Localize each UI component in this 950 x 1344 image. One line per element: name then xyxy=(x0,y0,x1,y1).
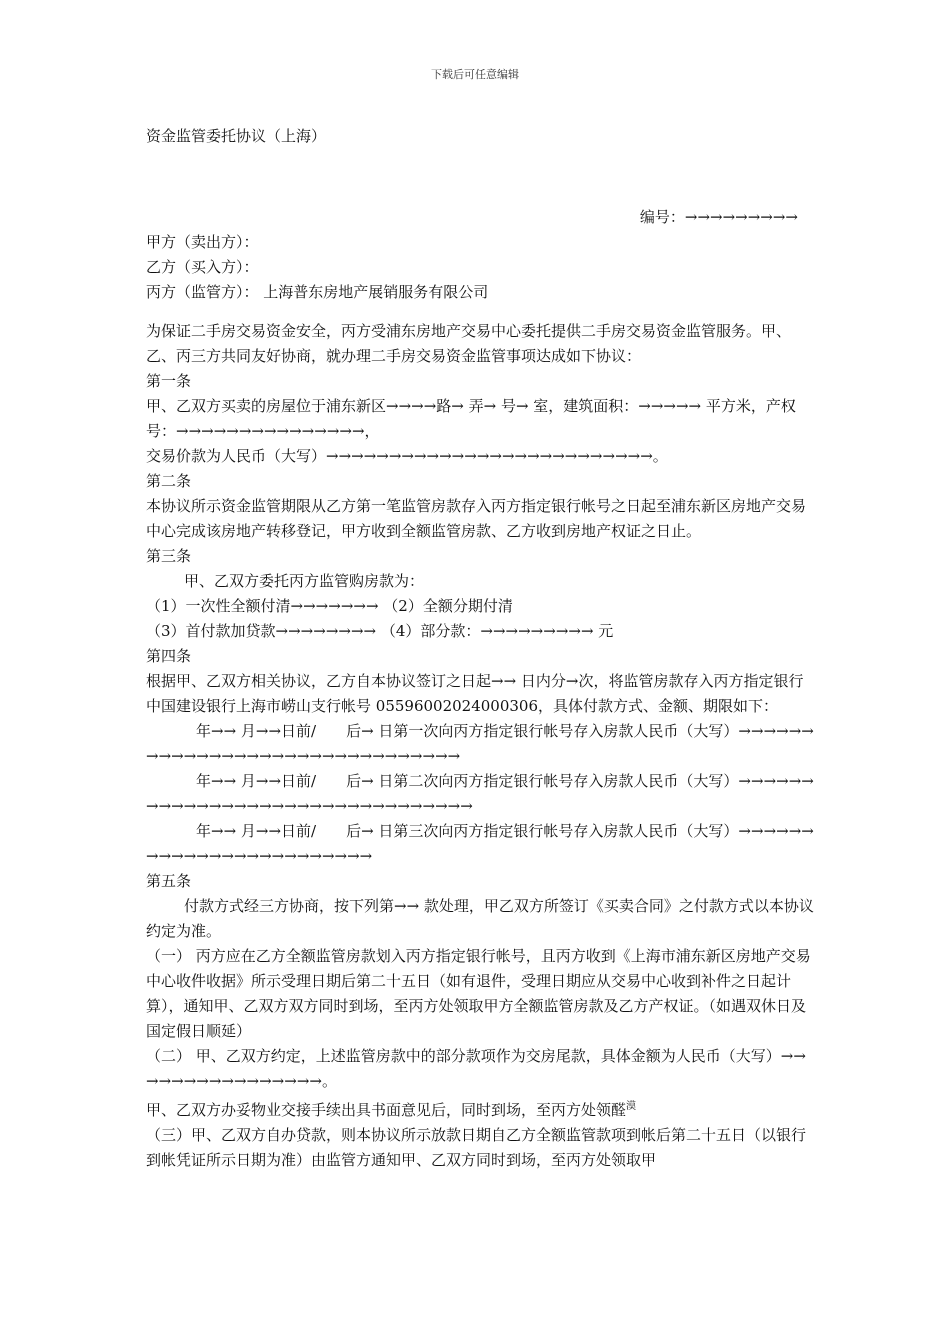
article-1-price: 交易价款为人民币（大写）→→→→→→→→→→→→→→→→→→→→→→→→→→。 xyxy=(146,447,668,465)
party-supervisor: 丙方（监管方）： 上海普东房地产展销服务有限公司 xyxy=(146,283,489,301)
page-header: 下载后可任意编辑 xyxy=(431,68,519,81)
clause-2: （二） 甲、乙双方约定，上述监管房款中的部分款项作为交房尾款，具体金额为人民币（大写）→→→→→→→→→→→→→→→→。 xyxy=(146,1047,806,1090)
article-3-heading: 第三条 xyxy=(146,547,192,565)
party-seller: 甲方（卖出方）： xyxy=(146,233,259,251)
intro-paragraph: 为保证二手房交易资金安全，丙方受浦东房地产交易中心委托提供二手房交易资金监管服务。甲、乙、丙三方共同友好协商，就办理二手房交易资金监管事项达成如下协议： xyxy=(146,322,792,365)
article-2-heading: 第二条 xyxy=(146,472,192,490)
article-3-text: 甲、乙双方委托丙方监管购房款为： xyxy=(184,572,425,590)
article-5-text: 付款方式经三方协商，按下列第→→ 款处理，甲乙双方所签订《买卖合同》之付款方式以本协议约定为准。 xyxy=(146,897,814,940)
article-2-text: 本协议所示资金监管期限从乙方第一笔监管房款存入丙方指定银行帐号之日起至浦东新区房地产交易中心完成该房地产转移登记，甲方收到全额监管房款、乙方收到房地产权证之日止。 xyxy=(146,497,807,540)
clause-2-continued-text: 甲、乙双方办妥物业交接手续出具书面意见后，同时到场，至丙方处领醛 xyxy=(146,1101,627,1119)
party-buyer: 乙方（买入方）： xyxy=(146,258,259,276)
document-title: 资金监管委托协议（上海） xyxy=(146,127,327,145)
payment-1: 年→→ 月→→日前/ 后→ 日第一次向丙方指定银行帐号存入房款人民币（大写）→→→→→→→→→→→→→→→→→→→→→→→→→→→→→→→ xyxy=(146,722,814,765)
article-4-heading: 第四条 xyxy=(146,647,192,665)
article-1-property: 甲、乙双方买卖的房屋位于浦东新区→→→→路→ 弄→ 号→ 室，建筑面积：→→→→→ 平方米，产权号：→→→→→→→→→→→→→→→， xyxy=(146,397,796,440)
clause-1: （一） 丙方应在乙方全额监管房款划入丙方指定银行帐号，且丙方收到《上海市浦东新区房地产交易中心收件收据》所示受理日期后第二十五日（如有退件，受理日期应从交易中心收到补件之日起计算），通知甲、乙双方双方同时到场，至丙方处领取甲方全额监管房款及乙方产权证。（如遇双休日及国定假日顺延） xyxy=(146,947,811,1040)
document-body xyxy=(146,124,814,1173)
article-5-heading: 第五条 xyxy=(146,872,192,890)
clause-2-continued xyxy=(146,1094,814,1123)
article-4-text: 根据甲、乙双方相关协议，乙方自本协议签订之日起→→ 日内分→次，将监管房款存入丙方指定银行中国建设银行上海市崂山支行帐号 05596002024000306，具体付款方式、金额、期限如下： xyxy=(146,672,804,715)
clause-3: （三）甲、乙双方自办贷款，则本协议所示放款日期自乙方全额监管款项到帐后第二十五日（以银行到帐凭证所示日期为准）由监管方通知甲、乙双方同时到场，至丙方处领取甲 xyxy=(146,1126,807,1169)
payment-3: 年→→ 月→→日前/ 后→ 日第三次向丙方指定银行帐号存入房款人民币（大写）→→→→→→→→→→→→→→→→→→→→→→→→ xyxy=(146,822,814,865)
article-3-option-1-2: （1）一次性全额付清→→→→→→→ （2）全额分期付清 xyxy=(146,597,513,615)
article-1-heading: 第一条 xyxy=(146,372,192,390)
clause-2-mark: 漠 xyxy=(626,1101,637,1112)
serial-number: 编号：→→→→→→→→→ xyxy=(639,208,798,226)
payment-2: 年→→ 月→→日前/ 后→ 日第二次向丙方指定银行帐号存入房款人民币（大写）→→→→→→→→→→→→→→→→→→→→→→→→→→→→→→→→ xyxy=(146,772,814,815)
article-3-option-3-4: （3）首付款加贷款→→→→→→→→ （4）部分款：→→→→→→→→→ 元 xyxy=(146,622,614,640)
